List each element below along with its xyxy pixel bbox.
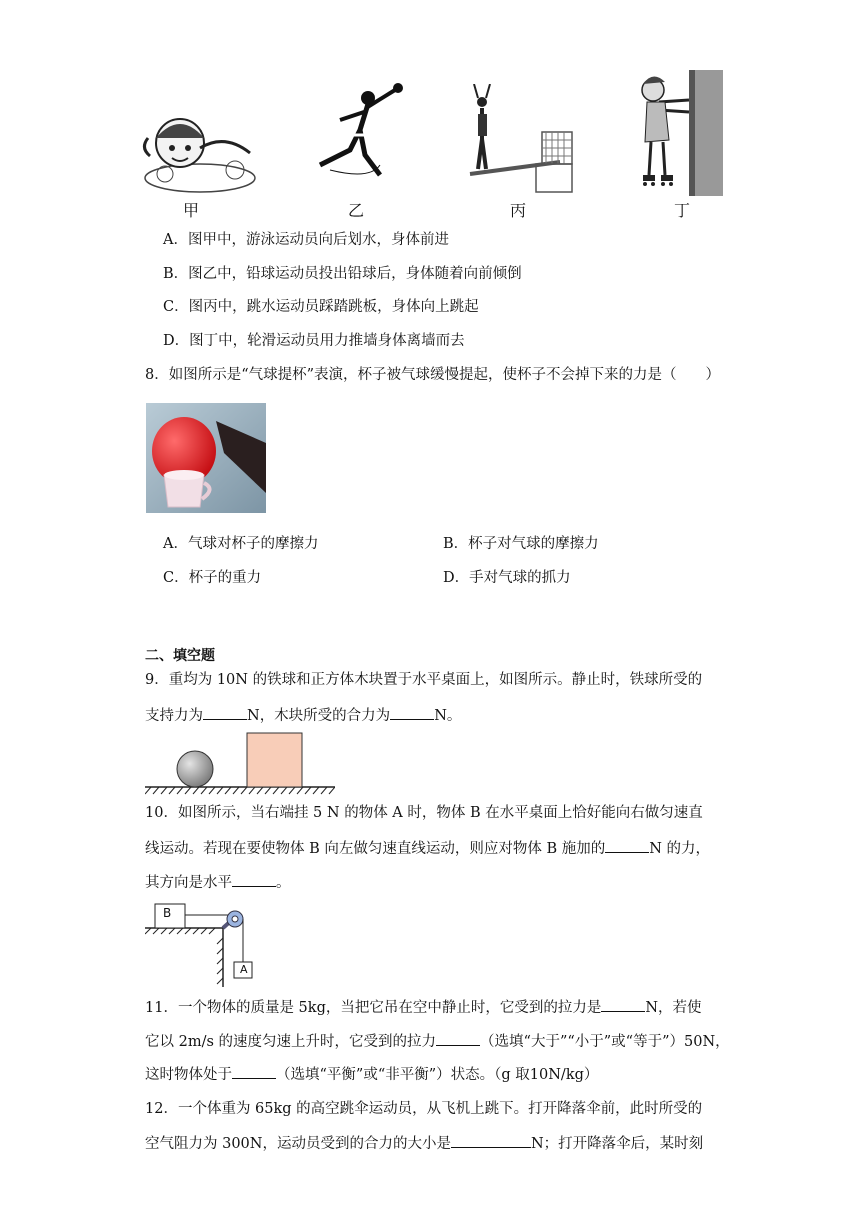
- q11-text-a: 11．一个物体的质量是 5kg，当把它吊在空中静止时，它受到的拉力是: [145, 1000, 602, 1016]
- q11-text-d: （选填“大于”“小于”或“等于”）50N，: [480, 1034, 730, 1050]
- q7-option-c: C．图丙中，跳水运动员踩踏跳板，身体向上跳起: [163, 299, 479, 315]
- q11-line3: [145, 1064, 598, 1085]
- block-a-label: A: [240, 963, 248, 976]
- shot-put-figure: [310, 80, 410, 180]
- q12-blank-1[interactable]: [451, 1133, 531, 1148]
- q11-line1: [145, 997, 702, 1018]
- q11-text-e: 这时物体处于: [145, 1067, 232, 1083]
- figure-label-yi: 乙: [348, 201, 365, 220]
- ball-and-block-figure: [145, 730, 335, 796]
- q8-option-a: A．气球对杯子的摩擦力: [163, 536, 319, 552]
- swimmer-figure: [140, 108, 260, 196]
- q7-option-a: A．图甲中，游泳运动员向后划水，身体前进: [163, 232, 449, 248]
- q11-text-f: （选填“平衡”或“非平衡”）状态。（g 取10N/kg）: [276, 1067, 599, 1083]
- q12-text-a: 空气阻力为 300N，运动员受到的合力的大小是: [145, 1136, 451, 1152]
- q10-line1: 10．如图所示，当右端挂 5 N 的物体 A 时，物体 B 在水平桌面上恰好能向右做匀速直: [145, 805, 703, 821]
- q10-text-b: N 的力，: [649, 841, 711, 857]
- q10-text-d: 。: [276, 875, 291, 891]
- q8-option-c: C．杯子的重力: [163, 570, 262, 586]
- diving-figure: [460, 84, 580, 196]
- q8-option-b: B．杯子对气球的摩擦力: [443, 536, 599, 552]
- q9-blank-2[interactable]: [390, 705, 434, 720]
- q12-line2: [145, 1133, 703, 1154]
- q10-text-a: 线运动。若现在要使物体 B 向左做匀速直线运动，则应对物体 B 施加的: [145, 841, 606, 857]
- q7-option-d: D．图丁中，轮滑运动员用力推墙身体离墙而去: [163, 333, 465, 349]
- block-b-label: B: [163, 906, 172, 920]
- q12-line1: 12．一个体重为 65kg 的高空跳伞运动员，从飞机上跳下。打开降落伞前，此时所受的: [145, 1101, 703, 1117]
- q9-text-b: N，木块所受的合力为: [247, 708, 391, 724]
- q11-text-b: N，若使: [645, 1000, 702, 1016]
- q11-blank-1[interactable]: [601, 997, 645, 1012]
- rollerskater-figure: [635, 70, 725, 196]
- q10-text-c: 其方向是水平: [145, 875, 232, 891]
- figure-label-bing: 丙: [510, 201, 527, 220]
- q10-blank-2[interactable]: [232, 872, 276, 887]
- q11-line2: [145, 1031, 730, 1052]
- q9-text-a: 支持力为: [145, 708, 203, 724]
- q11-blank-3[interactable]: [232, 1064, 276, 1079]
- q10-blank-1[interactable]: [605, 838, 649, 853]
- q9-blank-1[interactable]: [203, 705, 247, 720]
- q8-option-d: D．手对气球的抓力: [443, 570, 571, 586]
- figure-label-ding: 丁: [674, 201, 691, 220]
- q9-text-c: N。: [434, 708, 462, 724]
- q8-stem: 8．如图所示是“气球提杯”表演，杯子被气球缓慢提起，使杯子不会掉下来的力是（ ）: [145, 367, 721, 383]
- q10-line2: [145, 838, 710, 859]
- q11-text-c: 它以 2m/s 的速度匀速上升时，它受到的拉力: [145, 1034, 437, 1050]
- section-title: 二、填空题: [145, 648, 215, 664]
- figure-label-jia: 甲: [183, 201, 200, 220]
- q11-blank-2[interactable]: [436, 1031, 480, 1046]
- q12-text-b: N；打开降落伞后，某时刻: [530, 1136, 704, 1152]
- q9-line1: 9．重均为 10N 的铁球和正方体木块置于水平桌面上，如图所示。静止时，铁球所受的: [145, 672, 703, 688]
- q7-option-b: B．图乙中，铅球运动员投出铅球后，身体随着向前倾倒: [163, 266, 522, 282]
- q10-line3: [145, 872, 291, 893]
- balloon-cup-photo: [146, 403, 266, 513]
- q9-line2: [145, 705, 461, 726]
